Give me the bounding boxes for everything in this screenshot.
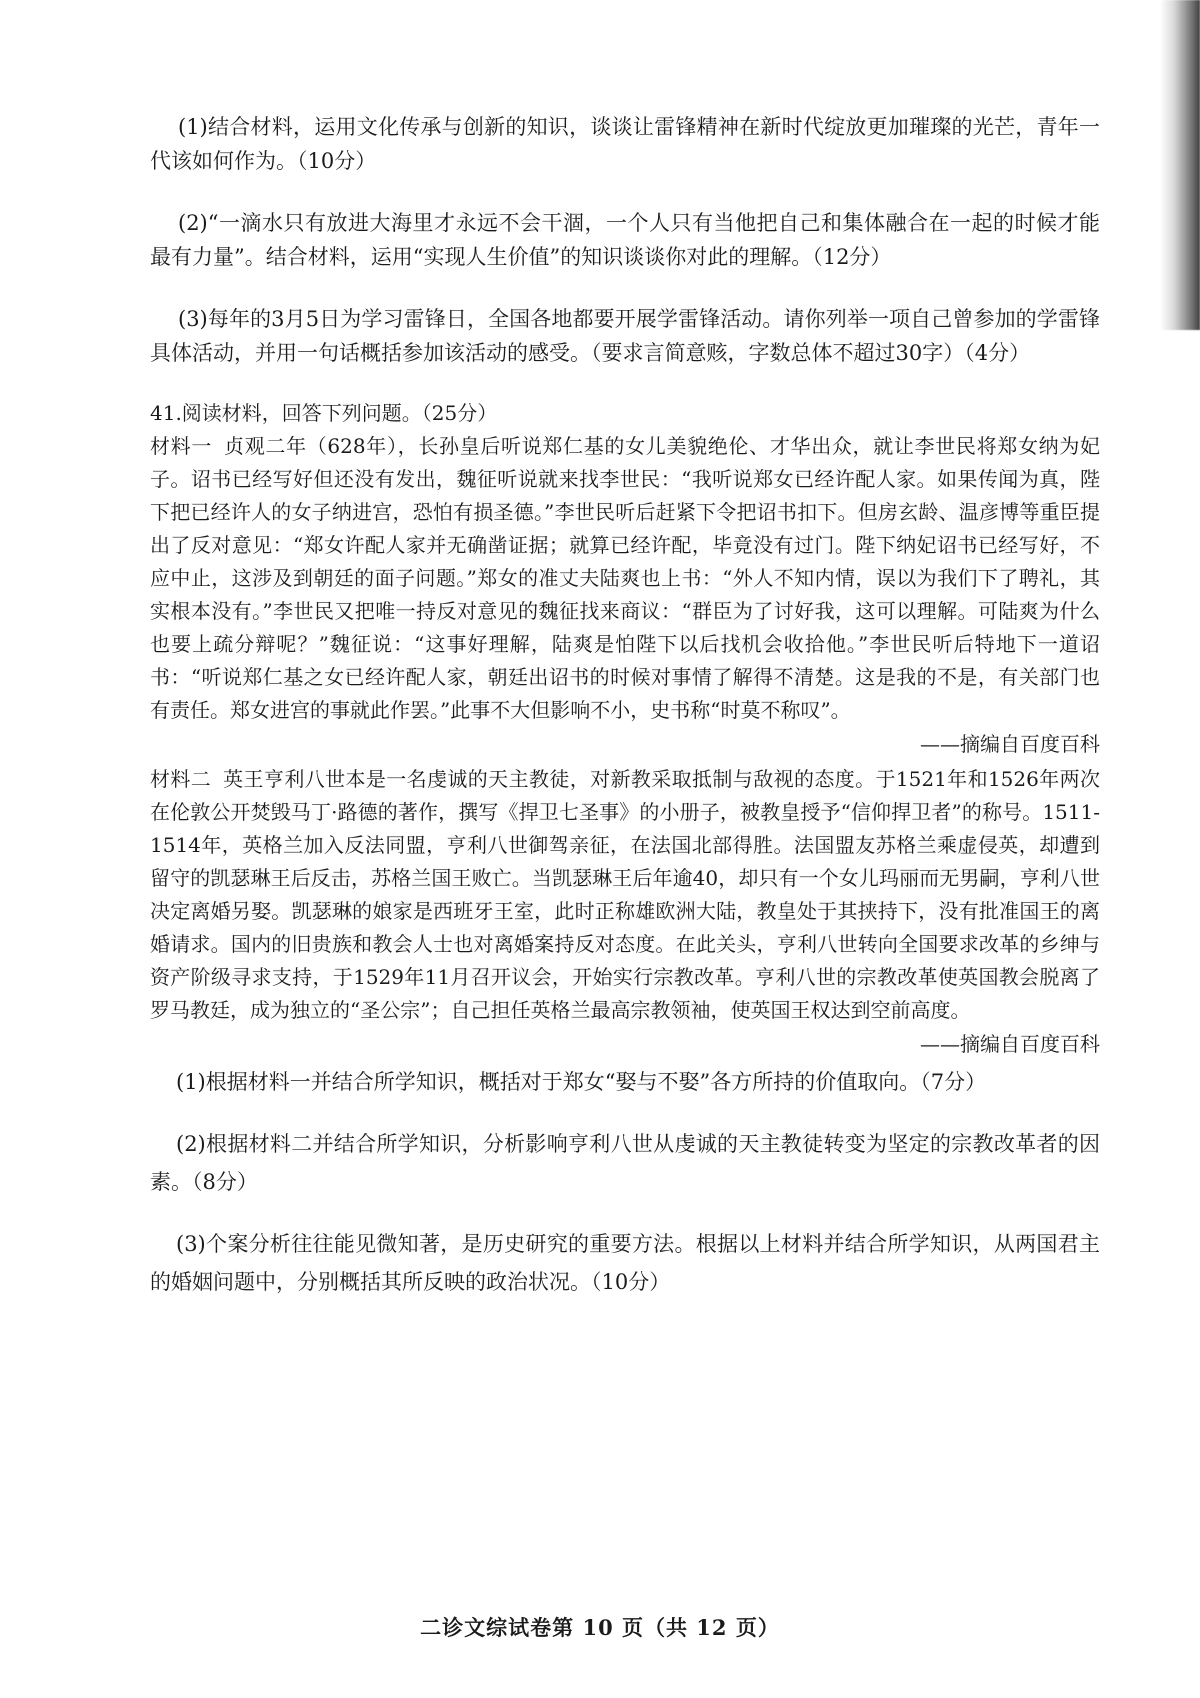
page-footer: 二诊文综试卷第 10 页（共 12 页） [420,1615,780,1640]
q41-sub3: (3)个案分析往往能见微知著，是历史研究的重要方法。根据以上材料并结合所学知识，从两国君主的婚姻问题中，分别概括其所反映的政治状况。（10分） [150,1232,1100,1294]
material-one [150,430,1100,727]
material-two-label: 材料二 [150,767,212,791]
material-two-source: ——摘编自百度百科 [920,1032,1100,1056]
q40-sub1-text: (1)结合材料，运用文化传承与创新的知识，谈谈让雷锋精神在新时代绽放更加璀璨的光芒，青年一代该如何作为。（10分） [150,115,1100,173]
material-two-text: 英王亨利八世本是一名虔诚的天主教徒，对新教采取抵制与敌视的态度。于1521年和1526年两次在伦敦公开焚毁马丁·路德的著作，撰写《捍卫七圣事》的小册子，被教皇授予“信仰捍卫者”的称号。1511-1514年，英格兰加入反法同盟，亨利八世御驾亲征，在法国北部得胜。法国盟友苏格兰乘虚侵英，却遭到留守的凯瑟琳王后反击，苏格兰国王败亡。当凯瑟琳王后年逾40，却只有一个女儿玛丽而无男嗣，亨利八世决定离婚另娶。凯瑟琳的娘家是西班牙王室，此时正称雄欧洲大陆，教皇处于其挟持下，没有批准国王的离婚请求。国内的旧贵族和教会人士也对离婚案持反对态度。在此关头，亨利八世转向全国要求改革的乡绅与资产阶级寻求支持，于1529年11月召开议会，开始实行宗教改革。亨利八世的宗教改革使英国教会脱离了罗马教廷，成为独立的“圣公宗”；自己担任英格兰最高宗教领袖，使英国王权达到空前高度。 [150,767,1101,1022]
material-one-text: 贞观二年（628年），长孙皇后听说郑仁基的女儿美貌绝伦、才华出众，就让李世民将郑女纳为妃子。诏书已经写好但还没有发出，魏征听说就来找李世民：“我听说郑女已经许配人家。如果传闻为真，陛下把已经许人的女子纳进宫，恐怕有损圣德。”李世民听后赶紧下令把诏书扣下。但房玄龄、温彦博等重臣提出了反对意见：“郑女许配人家并无确凿证据；就算已经许配，毕竟没有过门。陛下纳妃诏书已经写好，不应中止，这涉及到朝廷的面子问题。”郑女的准丈夫陆爽也上书：“外人不知内情，误以为我们下了聘礼，其实根本没有。”李世民又把唯一持反对意见的魏征找来商议：“群臣为了讨好我，这可以理解。可陆爽为什么也要上疏分辩呢？”魏征说：“这事好理解，陆爽是怕陛下以后找机会收拾他。”李世民听后特地下一道诏书：“听说郑仁基之女已经许配人家，朝廷出诏书的时候对事情了解得不清楚。这是我的不是，有关部门也有责任。郑女进宫的事就此作罢。”此事不大但影响不小，史书称“时莫不称叹”。 [150,434,1100,722]
q40-sub3 [150,302,1100,370]
material-one-label: 材料一 [150,434,213,458]
q40-sub2 [150,206,1100,274]
q40-sub3-text: (3)每年的3月5日为学习雷锋日，全国各地都要开展学雷锋活动。请你列举一项自己曾参加的学雷锋具体活动，并用一句话概括参加该活动的感受。（要求言简意赅，字数总体不超过30字）（4分） [150,307,1100,365]
scan-edge-shadow [1160,0,1200,330]
q41-sub2: (2)根据材料二并结合所学知识，分析影响亨利八世从虔诚的天主教徒转变为坚定的宗教改革者的因素。（8分） [150,1132,1100,1194]
q41-heading: 41.阅读材料，回答下列问题。（25分） [150,401,498,425]
q40-sub2-text: (2)“一滴水只有放进大海里才永远不会干涸，一个人只有当他把自己和集体融合在一起的时候才能最有力量”。结合材料，运用“实现人生价值”的知识谈谈你对此的理解。（12分） [150,211,1100,269]
material-one-source: ——摘编自百度百科 [920,732,1100,756]
q40-sub1 [150,110,1100,178]
q41-sub1: (1)根据材料一并结合所学知识，概括对于郑女“娶与不娶”各方所持的价值取向。（7分） [176,1070,987,1094]
material-two [150,763,1100,1027]
page-content [150,110,1100,1301]
